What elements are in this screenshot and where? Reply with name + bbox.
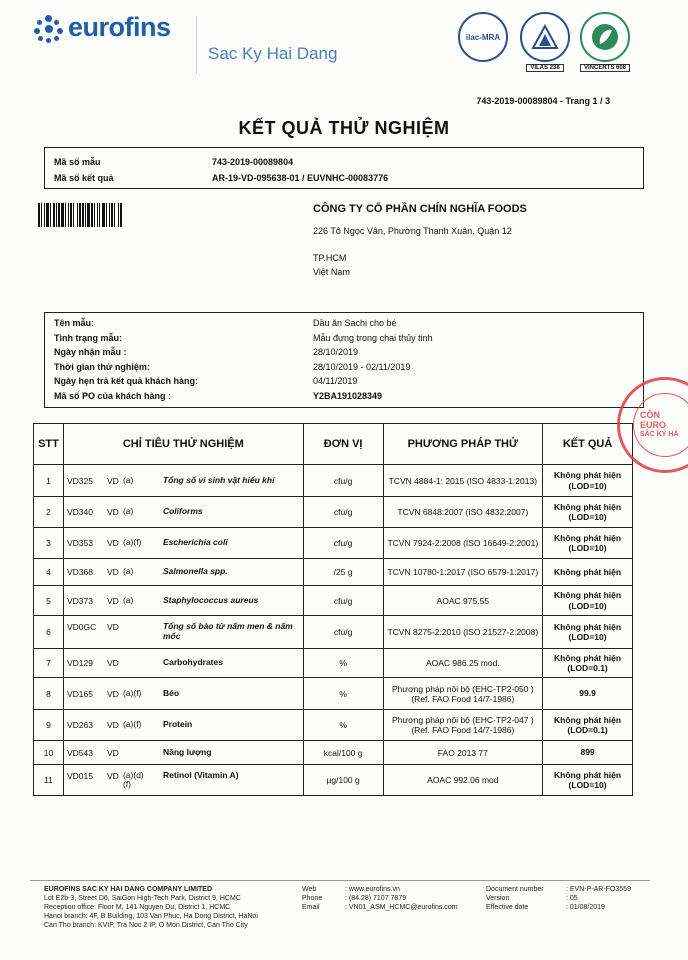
row-test: [63, 765, 303, 796]
row-flags: (a): [122, 566, 134, 576]
row-method: AOAC 986.25 mod.: [383, 649, 543, 678]
row-result: Không phát hiện (LOD=10): [543, 465, 633, 497]
result-code-label: Mã số kết quả: [54, 173, 114, 183]
table-row: [34, 528, 633, 559]
boa-vilas-logo: [518, 12, 572, 74]
ilac-mra-icon: ilac-MRA: [458, 12, 508, 62]
row-stt: 9: [34, 710, 64, 741]
row-unit: cfu/g: [303, 465, 383, 497]
table-row: [34, 678, 633, 710]
row-group: VD: [106, 747, 119, 758]
info-label: Mã số PO của khách hàng :: [54, 391, 172, 401]
page-reference: 743-2019-00089804 - Trang 1 / 3: [476, 96, 610, 106]
row-test-name: Tổng số bào tử nấm men & nấm mốc: [162, 621, 293, 641]
row-flags: (a): [122, 474, 134, 485]
row-method: TCVN 7924-2:2008 (ISO 16649-2:2001): [383, 528, 543, 559]
row-test-name: Salmonella spp.: [162, 566, 228, 576]
client-address-line2: TP.HCM: [313, 253, 347, 263]
row-code: VD340: [66, 507, 93, 517]
footer-doc-number: : EVN-P-AR-FO3559: [566, 886, 631, 893]
row-unit: µg/100 g: [303, 765, 383, 796]
row-group: VD: [106, 622, 119, 633]
row-code: VD543: [66, 747, 93, 758]
vincerts-leaf-icon: [580, 12, 630, 62]
row-result: Không phát hiện (LOD=0.1): [543, 710, 633, 741]
results-table: [33, 423, 633, 796]
row-method: FAO 2013 77: [383, 741, 543, 765]
row-test: [63, 678, 303, 710]
table-row: [34, 649, 633, 678]
info-value: 04/11/2019: [313, 376, 358, 386]
col-header-unit: ĐƠN VỊ: [303, 424, 383, 465]
row-stt: 2: [34, 497, 64, 528]
row-group: VD: [106, 475, 119, 486]
row-test: [63, 465, 303, 497]
row-group: VD: [106, 538, 119, 548]
row-method: TCVN 8275-2:2010 (ISO 21527-2:2008): [383, 616, 543, 649]
row-result: 899: [543, 741, 633, 765]
sub-brand: Sac Ky Hai Dang: [208, 44, 338, 63]
client-address-line1: 226 Tô Ngọc Vân, Phường Thạnh Xuân, Quận 12: [313, 226, 512, 236]
row-code: VD015: [66, 770, 93, 781]
row-unit: %: [303, 649, 383, 678]
row-unit: /25 g: [303, 559, 383, 586]
row-test: [63, 586, 303, 616]
info-value: Dầu ăn Sachi cho bé: [313, 318, 397, 328]
table-row: [34, 741, 633, 765]
footer-company: EUROFINS SAC KY HAI DANG COMPANY LIMITED: [44, 886, 213, 893]
footer-phone: : (84.28) 7107 7879: [345, 895, 407, 903]
row-method: AOAC 975.55: [383, 586, 543, 616]
row-group: VD: [106, 507, 119, 517]
footer-doc-labels: Document number Version Effective date: [486, 886, 544, 912]
row-code: VD325: [66, 475, 93, 486]
row-method: AOAC 992.06 mod: [383, 765, 543, 796]
row-method: TCVN 10780-1:2017 (ISO 6579-1:2017): [383, 559, 543, 586]
results-table-body: [34, 465, 633, 796]
info-value: 28/10/2019 - 02/11/2019: [313, 362, 411, 372]
row-stt: 8: [34, 678, 64, 710]
row-unit: cfu/g: [303, 528, 383, 559]
row-test-name: Năng lượng: [162, 746, 212, 757]
footer-address-block: Lot E2b-3, Street D6, SaiGon High-Tech Park, District 9, HCMC Reception office: Floor M, 141 Nguyen Du, District 1, HCMC Hanoi branch: 4F, B Building, 103 Van Phuc, Ha Dong District, HaNoi Can Tho branch: KVIP, Tra Noc 2 IP, O Mon District, Can Tho City: [44, 895, 258, 930]
result-code-value: AR-19-VD-095638-01 / EUVNHC-00083776: [212, 173, 389, 183]
row-test-name: Escherichia coli: [162, 537, 228, 547]
table-row: [34, 710, 633, 741]
logo-dots-icon: [34, 13, 64, 43]
row-method: TCVN 6848:2007 (ISO 4832:2007): [383, 497, 543, 528]
footer-effective-date: : 01/08/2019: [566, 904, 605, 912]
row-stt: 11: [34, 765, 64, 796]
info-label: Ngày nhận mẫu :: [54, 347, 127, 357]
brand-name: eurofins: [68, 12, 171, 42]
row-code: VD165: [66, 688, 93, 699]
info-label: Tên mẫu:: [54, 318, 95, 328]
table-row: [34, 497, 633, 528]
barcode: [38, 203, 190, 227]
row-result: Không phát hiện (LOD=10): [543, 497, 633, 528]
info-value: 28/10/2019: [313, 347, 359, 357]
footer-email: : VN01_ASM_HCMC@eurofins.com: [345, 904, 458, 912]
client-company: CÔNG TY CỔ PHẦN CHÍN NGHĨA FOODS: [313, 203, 527, 215]
row-method: TCVN 4884-1: 2015 (ISO 4833-1:2013): [383, 465, 543, 497]
col-header-stt: STT: [34, 424, 64, 465]
ilac-mra-logo: [456, 12, 510, 74]
table-header-row: [34, 424, 633, 465]
row-group: VD: [106, 595, 119, 606]
row-stt: 3: [34, 528, 64, 559]
row-result: Không phát hiện (LOD=10): [543, 616, 633, 649]
boa-accreditation-icon: [520, 12, 570, 62]
row-test: [63, 741, 303, 765]
row-group: VD: [106, 567, 119, 577]
row-stt: 7: [34, 649, 64, 678]
row-stt: 6: [34, 616, 64, 649]
row-test-name: Protein: [162, 719, 193, 729]
row-code: VD373: [66, 595, 93, 606]
row-code: VD129: [66, 658, 93, 668]
row-result: 99.9: [543, 678, 633, 710]
logo-divider: [196, 16, 197, 74]
row-code: VD0GC: [66, 622, 97, 633]
row-method: Phương pháp nội bộ (EHC-TP2-050 ) (Ref. FAO Food 14/7-1986): [383, 678, 543, 710]
vincerts-label: VINCERTS 608: [580, 64, 630, 72]
footer-version: : 05: [566, 895, 578, 903]
col-header-method: PHƯƠNG PHÁP THỬ: [383, 424, 543, 465]
row-flags: (a)(f): [122, 537, 142, 547]
row-stt: 1: [34, 465, 64, 497]
info-label: Ngày hẹn trả kết quả khách hàng:: [54, 376, 199, 386]
row-test-name: Coliforms: [162, 506, 203, 516]
row-result: Không phát hiện (LOD=0.1): [543, 649, 633, 678]
row-test: [63, 528, 303, 559]
row-code: VD353: [66, 538, 93, 548]
row-test: [63, 710, 303, 741]
vilas-label: VILAS 238: [526, 64, 563, 72]
row-test: [63, 559, 303, 586]
table-row: [34, 465, 633, 497]
row-result: Không phát hiện: [543, 559, 633, 586]
row-test: [63, 497, 303, 528]
row-group: VD: [106, 658, 119, 668]
row-unit: cfu/g: [303, 586, 383, 616]
page-title: KẾT QUẢ THỬ NGHIỆM: [238, 118, 450, 138]
table-row: [34, 616, 633, 649]
row-group: VD: [106, 688, 119, 699]
info-label: Tình trạng mẫu:: [54, 333, 122, 343]
row-test: [63, 616, 303, 649]
footer-contact-labels: Web Phone Email: [302, 886, 323, 912]
table-row: [34, 586, 633, 616]
row-unit: %: [303, 710, 383, 741]
client-address-line3: Việt Nam: [313, 267, 350, 277]
row-unit: cfu/g: [303, 497, 383, 528]
vincerts-logo: [578, 12, 632, 74]
row-test-name: Carbohydrates: [162, 657, 223, 667]
row-result: Không phát hiện (LOD=10): [543, 765, 633, 796]
row-method: Phương pháp nội bộ (EHC-TP2-047 ) (Ref. FAO Food 14/7-1986): [383, 710, 543, 741]
row-unit: kcal/100 g: [303, 741, 383, 765]
row-stt: 4: [34, 559, 64, 586]
row-test-name: Béo: [162, 687, 180, 698]
row-stt: 10: [34, 741, 64, 765]
row-flags: (a)(d) (f): [122, 769, 144, 789]
col-header-test: CHỈ TIÊU THỬ NGHIỆM: [63, 424, 303, 465]
footer-doc-values: [566, 885, 631, 912]
row-code: VD368: [66, 567, 93, 577]
info-value: Y2BA191028349: [313, 391, 383, 401]
eurofins-logo: [34, 12, 171, 43]
table-row: [34, 559, 633, 586]
company-seal-stamp: CÔN EURO SẮC KÝ HẢ: [617, 377, 688, 473]
row-flags: (a): [122, 594, 134, 605]
row-test-name: Staphylococcus aureus: [162, 594, 259, 605]
footer-web: : www.eurofins.vn: [345, 886, 400, 893]
sample-code-label: Mã số mẫu: [54, 157, 101, 167]
row-result: Không phát hiện (LOD=10): [543, 586, 633, 616]
row-code: VD263: [66, 720, 93, 730]
row-test: [63, 649, 303, 678]
row-stt: 5: [34, 586, 64, 616]
row-result: Không phát hiện (LOD=10): [543, 528, 633, 559]
footer-divider: [30, 880, 650, 881]
row-test-name: Retinol (Vitamin A): [162, 769, 239, 780]
footer-contact-values: [345, 885, 458, 912]
row-group: VD: [106, 720, 119, 730]
row-flags: (a): [122, 506, 134, 516]
row-unit: %: [303, 678, 383, 710]
row-flags: (a)(f): [122, 719, 142, 729]
sample-code-value: 743-2019-00089804: [212, 157, 294, 167]
row-group: VD: [106, 770, 119, 781]
col-header-result: KẾT QUẢ: [543, 424, 633, 465]
row-unit: cfu/g: [303, 616, 383, 649]
info-value: Mẫu đựng trong chai thủy tinh: [313, 333, 433, 343]
table-row: [34, 765, 633, 796]
row-flags: (a)(f): [122, 687, 142, 698]
row-test-name: Tổng số vi sinh vật hiếu khí: [162, 474, 275, 485]
info-label: Thời gian thử nghiệm:: [54, 362, 150, 372]
